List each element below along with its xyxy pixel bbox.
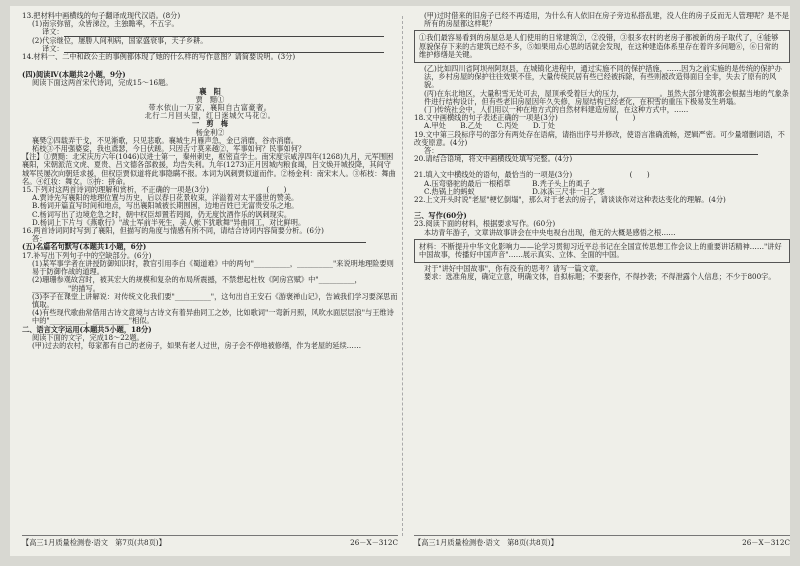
exam-paper (10, 6, 790, 556)
passage-text: (乙)比如四川省阿坝州阿坝县，在城镇化进程中，通过实施不同的保护措施，……因为之前实施的是传统的保护办法，乡村房屋的保护往往效果不佳，大量传统民居有些已经被拆除，有些则被改造得面目全非，失去了原有的风貌。 (424, 64, 782, 90)
q20-stem: 20.请结合语境，将文中画横线处填写完整。(4分) (414, 154, 573, 164)
section-heading: (四)阅读Ⅳ(本题共2小题，9分) (22, 70, 126, 80)
poem-title: 一 剪 梅 (192, 119, 228, 129)
q13-sentence-1: (1)南宗弥留，众皆涕泣，主独瞻率，不五字。 (32, 19, 179, 29)
q17-item-1: (1)某军事学者在讲授防御知识时，教官引用李白《蜀道难》中的两句"__________，__________"来说明地理险要则易于防御作战的道理。 (32, 258, 394, 277)
poem-line: 柘枝③不用强婆娑，我也鳶瑟，今日伏蹉。只因舌寸莫来越②，军事如何？民事如何？ (32, 144, 306, 154)
page-7-column (22, 12, 398, 350)
q21-options-ab[interactable]: A.压弯骆驼的最后一根稻草 B.秃子头上的虱子 (424, 178, 590, 188)
poem-line: 北行二月回头望，红日迷城欠马花②。 (144, 111, 276, 121)
reading-instruction: 阅读下面这两首宋代诗词，完成15～16题。 (32, 78, 173, 88)
passage-numbered-paragraph: ①我们最容易看到的房屋总是人们使用的日常建筑②，②没错，③很多农村的老房子都被新的房子取代了，④能够原貌保存下来的古建筑已经不多，⑤如果用点心思的话就会发现，在这种建造体系里存在着许多问题⑥，⑥日常的维护修缮是关键。 (414, 30, 790, 63)
essay-material-box: 材料：不断提升中华文化影响力——论学习贯彻习近平总书记在全国宣传思想工作会议上的重要讲话精神……"讲好中国故事，传播好中国声音"……展示真实、立体、全面的中国。 (414, 239, 790, 263)
q22-stem: 22.上文开头时说"老屋"梗忆倒塌"，那么对于老去的房子，请谈谈你对这种表达变化的理解。(4分) (414, 195, 726, 205)
q18-stem: 18.文中画横线的句子表述正确的一项是(3分) ( ) (414, 113, 636, 123)
q17-stem: 17.补写出下列句子中的空缺部分。(6分) (22, 250, 152, 260)
q15-option-a[interactable]: A.贾诗先写襄阳的地理位置与历史，后以春日花景收束，洋溢着对太平盛世的赞美。 (32, 193, 299, 203)
q13-answer-2: 译文： (22, 45, 398, 53)
q21-stem: 21.填入文中横线处的语句，最恰当的一项是(3分) ( ) (414, 170, 650, 180)
q15-option-c[interactable]: C.杨词写出了边境危急之时，朝中权臣却置若罔闻，仍无度饮酒作乐的讽刺现实。 (32, 209, 292, 219)
q15-option-d[interactable]: D.杨词上下片与《燕歌行》"战士军前半死生，美人帐下犹歌舞"异曲同工，对比鲜明。 (32, 217, 306, 227)
q13-answer-1: 译文： (22, 28, 398, 36)
poem-line: 带水依山一万家，襄阳自古富豪奢。 (148, 103, 272, 113)
q19-answer: 答： (414, 147, 790, 155)
footer-title: 【高三1月质量检测卷·语文 第8页(共8页)】 (414, 538, 558, 547)
poem-title: 襄 阳 (199, 86, 221, 96)
footer-code: 26－X－312C (350, 538, 398, 547)
footer-title: 【高三1月质量检测卷·语文 第7页(共8页)】 (22, 538, 166, 547)
essay-material-intro: 本坊青年游子，文章讲故事讲会在中央电视台出现，他无的大概是感悟之根…… (424, 227, 676, 237)
section-heading: 二、语言文字运用(本题共5小题，18分) (22, 324, 152, 334)
poem-author: 贾 黯① (195, 94, 225, 104)
section-heading: 三、写作(60分) (414, 211, 467, 221)
q13-sentence-2: (2)代宗继位，屡勝人间利病，国家盛衰事，天子乡耕。 (32, 35, 208, 45)
page-8-column (414, 12, 790, 282)
section-heading: (五)名篇名句默写(本题共1小题，6分) (22, 242, 147, 252)
q23-stem: 23.阅读下面的材料，根据要求写作。(60分) (414, 219, 556, 229)
page-8-footer (414, 535, 790, 548)
footer-code: 26－X－312C (742, 538, 790, 547)
answer-space[interactable] (414, 204, 790, 212)
page-7-footer (22, 535, 398, 548)
q13-stem: 13.把材料中画横线的句子翻译成现代汉语。(8分) (22, 11, 181, 20)
passage-text: (丁)传统社会中，人们用以一种在地方式的自然材料建造房屋，在这种方式中，…… (424, 105, 689, 115)
q19-stem: 19.文中第三段标序号的部分有两处存在语病，请指出序号并修改，使语言准确流畅，逻辑严密。可少量增删词语，不改变原意。(4分) (414, 129, 785, 147)
q16-stem: 16.两首诗词同时写到了襄阳，但描写的角度与情感有所不同，请结合诗词内容简要分析。(6分) (22, 226, 324, 236)
essay-requirements: 要求：选准角度，确定立意，明确文体，自拟标题；不要套作，不得抄袭；不得泄露个人信息；不少于800字。 (424, 272, 776, 282)
q14-stem: 14.材料一、二中和政公主的事例都体现了她的什么样的写作意图？请简要说明。(3分) (22, 52, 296, 62)
passage-text: (甲)过去的农村，每家都有自己的老房子，如果有老人过世，房子会不停地被修缮，作为老屋的延续…… (32, 340, 362, 350)
essay-prompt: 对于"讲好中国故事"，你有没有的思考？请写一篇文章。 (424, 264, 604, 274)
poem-line: 襄樊②四载弄干戈，不见渐歌，只见悲歌。襄城生月雁声急，金已消磨，谷亦消磨。 (32, 135, 298, 145)
q16-answer: 答： (22, 235, 398, 243)
q17-item-3: (3)李子在课堂上讲解说：对传统文化我们要"__________"，这句出自王安石《游褒禅山记》，告诫我们学习要深思而慎取。 (32, 291, 398, 309)
poem-author: 杨金利② (195, 127, 225, 137)
q17-item-2: (2)珊珊参观故宫时，被其宏大的规模和复杂的布局所震撼，不禁想起杜牧《阿房宫赋》中"__________，__________"的描写。 (32, 275, 362, 293)
reading-instruction: 阅读下面的文字，完成18～22题。 (32, 332, 144, 342)
q18-options[interactable]: A.甲处 B.乙处 C.丙处 D.丁处 (424, 121, 555, 131)
passage-text: (丙)在东北地区，大量积雪无处可去，屋顶承受着巨大的压力，__________。虽然大部分建筑都会根据当地的气象条件进行结构设计，但有些老旧房屋因年久失修，房屋结构已经老化，在积雪的重压下极易发生坍塌。 (424, 88, 789, 106)
poem-notes: 【注】①贾黯：北宋庆历六年(1046)以进士第一，秦州刺史，枢密直学士。南宋度宗咸淳四年(1268)九月，元军围困襄阳，宋朝派范文虎、夏贵、吕文德各部救援，均告失利。九年(1273)正月因城内粮食竭，吕文焕开城投降，其间守城军民屡次向朝廷求援，但权臣贾似道将此事隐瞒不报。本词为讽刺贾似道而作。②杨金利：南宋末人。③柘枝：舞曲名。④红妆：舞女。⑤拚：拼命。 (22, 152, 396, 186)
q17-item-4: (4)有些现代歌曲常借用古诗文意境与古诗文有着异曲同工之妙，比如歌词"一弯新月照，风吹水面层层浪"与王维诗中的"__________，__________"相似。 (32, 308, 394, 326)
q15-stem: 15.下列对这两首诗词的理解和赏析，不正确的一项是(3分) ( ) (22, 185, 287, 195)
passage-text: (甲)过时借来的旧房子已经不再适用，为什么有人依旧在房子旁边私搭乱建，没人住的房子反而无人管理呢？是不是所有的房屋都这样呢？ (424, 11, 789, 29)
q21-options-cd[interactable]: C.热锅上的蚂蚁 D.冰冻三尺非一日之寒 (424, 186, 605, 196)
q15-option-b[interactable]: B.杨词开篇直写时间和地点，写出襄阳城被长期围困，边地百姓已无富贵安乐之地。 (32, 201, 299, 211)
fold-line (402, 16, 403, 536)
